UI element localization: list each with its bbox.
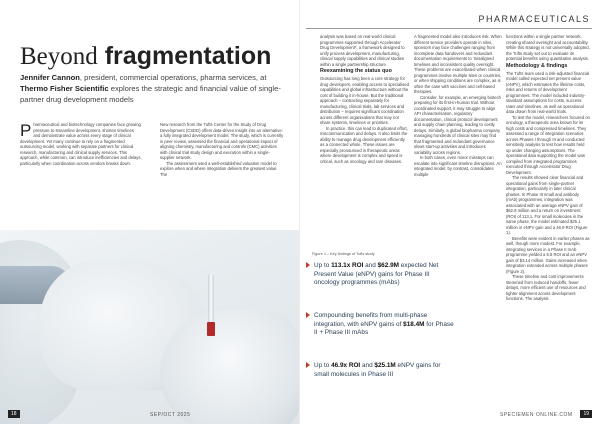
right-column-2 xyxy=(414,34,502,177)
article-headline xyxy=(20,43,271,70)
standfirst-summary: explores the strategic and financial value of single-partner drug development models xyxy=(20,84,281,104)
right-column-1 xyxy=(320,34,410,164)
subhead-methodology: Methodology & findings xyxy=(506,62,568,69)
stat2-post: for Phase II + Phase III mAbs xyxy=(314,320,454,337)
rc3-p5: Benefits were evident in earlier phases as well, though more modest. For example, integrating services in a Phase II mAb programme yielded a 5.8 ROI and an eNPV gain of $3.14 million. Gains increased when integration extended across multiple phases (Figure 2). xyxy=(506,235,590,274)
right-page xyxy=(300,0,600,424)
left-col2-p1: New research from the Tufts Center for the Study of Drug Development (CSDD) offers data-driven insight into an alternative: a fully integrated development model. The study, which is currently in peer review, assessed the financial and operational impact of aligning chemistry, manufacturing and controls (CMC) activities with clinical trial study design and execution within a single-supplier network. xyxy=(160,122,284,160)
stat-1 xyxy=(314,262,454,288)
stat3-roi: 46.9x ROI xyxy=(331,362,361,369)
right-column-3 xyxy=(506,34,590,302)
arrow-icon xyxy=(306,262,310,268)
stat1-enpv: $62.9M xyxy=(377,262,399,269)
stat1-post: expected Net Present Value (eNPV) gains for Phase III oncology programmes (mAbs) xyxy=(314,262,439,287)
left-col2-p2: The assessment used a well-established valuation model to explore when and where integration delivers the greatest value. The xyxy=(160,160,278,177)
rc3-p2: The Tufts team used a risk-adjusted financial model called expected net present value (eNPV), which estimates the lifetime costs, risks and returns of development programmes. The model included industry-standard assumptions for costs, success rates and timelines, as well as operational data drawn from real-world trials. xyxy=(506,70,590,114)
stat2-pre: Compounding benefits from multi-phase integration, with eNPV gains of xyxy=(314,312,428,328)
stat3-pre: Up to xyxy=(314,362,332,369)
stat1-mid: and xyxy=(363,262,378,269)
headline-word-fragmentation: fragmentation xyxy=(104,42,272,70)
rc3-p4: The results showed clear financial and operational gains from single-partner integration, particularly in later clinical phases. In Phase III small and antibody (mAb) programmes, integration was associated with an average eNPV gain of $62.9 million and a return on investment (ROI) of 113.1. For small molecules in the same phase, the model estimated $25.1 million in eNPV gain and a 46.9 ROI (Figure 1). xyxy=(506,175,588,235)
footer-site: SPECIEMEN ONLINE.COM xyxy=(500,412,573,418)
vial-cap xyxy=(207,322,215,336)
arrow-icon xyxy=(306,362,310,368)
author-name: Jennifer Cannon xyxy=(20,73,80,82)
rc1-p1: analysis was based on real-world clinical programmes supported through Accelerator Drug Development*, a framework designed to unify process development, manufacturing, clinical supply capabilities and clinical studies within a single partnership structure. xyxy=(320,34,405,67)
stat3-enpv: $25.1M xyxy=(374,362,396,369)
left-column-2 xyxy=(160,122,284,177)
stat3-mid: and xyxy=(360,362,375,369)
rc3-p6: These timeline and cost improvements stemmed from reduced handoffs, fewer delays, more efficient use of resources and tighter alignment across development functions. The analysis xyxy=(506,274,586,301)
left-col1-text: harmaceutical and biotechnology companies face growing pressure to streamline development, shorten timelines and demonstrate value across every stage of clinical development. Yet many continue to rely on a fragmented outsourcing model, working with separate partners for clinical research, manufacturing and clinical supply services. This approach, while common, can introduce inefficiencies and delays, particularly when coordination across vendors breaks down. xyxy=(20,122,142,166)
rc1-p2: Outsourcing has long been a core strategy for drug developers, enabling access to specialised capabilities and global infrastructure without the cost of building it in-house. But the traditional approach – contracting separately for manufacturing, clinical trials, lab services and distribution – requires significant coordination across different organisations that may not share systems, timelines or priorities. xyxy=(320,76,409,125)
left-column-1 xyxy=(20,122,142,166)
stat-2 xyxy=(314,312,454,338)
subhead-status-quo: Reexamining the status quo xyxy=(320,68,392,74)
stat1-roi: 113.1x ROI xyxy=(331,262,364,269)
author-company: Thermo Fisher Scientific xyxy=(20,84,109,93)
lab-photo xyxy=(0,230,300,424)
headline-word-beyond: Beyond xyxy=(20,43,98,70)
gloved-hand-right xyxy=(160,310,300,424)
author-role: , president, commercial operations, pharma services, at xyxy=(79,73,267,82)
page-number-left: 18 xyxy=(8,410,20,418)
rc3-p3: To test the model, researchers focused on oncology, a therapeutic area known for its high costs and compressed timelines. They assessed a range of integration scenarios across Phases I through III and conducted sensitivity analysis to test how results held up under changing assumptions. The operational data supporting the model was compiled from integrated programmes executed through Accelerator Drug Development. xyxy=(506,114,590,175)
rc2-p2: Consider, for example, an emerging biotech preparing for its first-in-human trial. Without coordinated support, it may struggle to align API characterisation, regulatory documentation, clinical protocol development and supply chain planning, leading to costly delays. Similarly, a global biopharma company managing hundreds of clinical sites may find that fragmented and redundant governance slows start-up activities and introduces variability across regions. xyxy=(414,94,502,155)
drop-cap: P xyxy=(20,121,32,140)
figure-label: Figure 1 – Key findings of Tufts study xyxy=(312,252,375,256)
stat2-enpv: $18.4M xyxy=(403,320,425,328)
page-number-right: 19 xyxy=(580,410,592,418)
arrow-icon xyxy=(306,312,310,318)
rc3-p1: functions within a single partner network, creating shared oversight and accountability. While this strategy is not universally adopted, the Tufts study set out to evaluate its potential benefits using quantitative analysis. xyxy=(506,34,590,61)
standfirst xyxy=(20,72,295,105)
footer-date: SEP/OCT 2025 xyxy=(150,412,191,418)
section-title: PHARMACEUTICALS xyxy=(478,14,590,24)
section-rule xyxy=(306,28,592,29)
rc1-p3: In practice, this can lead to duplicated effort, miscommunication and delays. It also limits the ability to manage drug development efficiently as a connected whole. These issues are especially pronounced in therapeutic areas where development is complex and speed is critical, such as oncology and rare diseases. xyxy=(320,125,408,164)
stat3-post: eNPV gains for small molecules in Phase III xyxy=(314,362,441,378)
rc2-p3: In both cases, even minor missteps can escalate into significant timeline disruptions. An integrated model, by contrast, consolidates multiple xyxy=(414,155,502,177)
stat-3 xyxy=(314,362,454,379)
stat1-pre: Up to xyxy=(314,262,332,269)
rc2-p1: A fragmented model also introduces risk. When different service providers operate in silos, sponsors may face challenges ranging from incomplete data handovers and redundant documentation requirements to 'misaligned timelines and inconsistent quality oversight. These problems are exacerbated when clinical programmes involve multiple sites or countries, or when shipping conditions are complex, as is often the case with vaccines and cell-based therapies. xyxy=(414,34,502,94)
